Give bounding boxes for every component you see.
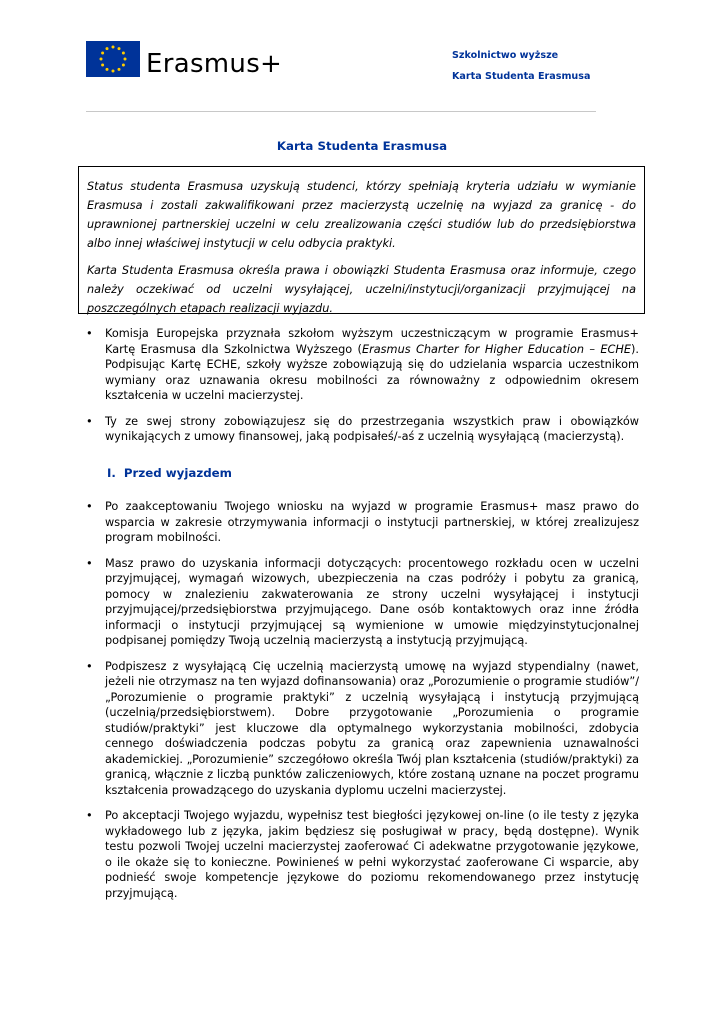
erasmus-logo bbox=[86, 41, 283, 83]
bullet-list-top bbox=[86, 326, 639, 445]
list-item-text: Masz prawo do uzyskania informacji dotyczących: procentowego rozkładu ocen w uczelni przyjmującej, wymagań wizowych, ubezpieczenia na czas podróży i pobytu za granicą, pomocy w znalezieniu zakwaterowania ze strony uczelni wysyłającej i instytucji przyjmującej/przedsiębiorstwa przyjmującego. Dane osób kontaktowych oraz inne źródła informacji o instytucji przyjmującej są wymienione w umowie międzyinstytucjonalnej podpisanej pomiędzy Twoją uczelnią macierzystą a instytucją przyjmującą. bbox=[105, 556, 639, 647]
list-item-text: Po akceptacji Twojego wyjazdu, wypełnisz test biegłości językowej on-line (o ile testy z języka wykładowego lub z języka, jakim będziesz się posługiwał w pracy, będą dostępne). Wynik testu pozwoli Twojej uczelni macierzystej zaoferować Ci adekwatne przygotowanie językowe, o ile okaże się to konieczne. Powinieneś w pełni wykorzystać zaoferowane Ci wsparcie, aby podnieść swoje kompetencje językowe do poziomu rekomendowanego przez instytucję przyjmującą. bbox=[105, 809, 639, 900]
bullet-icon: • bbox=[86, 809, 93, 822]
bullet-icon: • bbox=[86, 414, 93, 428]
intro-box bbox=[78, 166, 645, 314]
list-item bbox=[86, 808, 639, 901]
eu-flag-icon bbox=[86, 41, 140, 77]
text-run: ). Podpisując Kartę ECHE, szkoły wyższe zobowiązują się do udzielania wsparcia uczestnikom wymiany oraz uznawania okresu mobilności za równoważny z odpowiednim okresem kształcenia w uczelni macierzystej. bbox=[105, 342, 640, 402]
section-heading bbox=[107, 466, 232, 480]
list-item bbox=[86, 414, 639, 445]
logo-text: Erasmus+ bbox=[146, 49, 283, 79]
bullet-icon: • bbox=[86, 556, 93, 570]
list-item-text: Ty ze swej strony zobowiązujesz się do przestrzegania wszystkich praw i obowiązków wynikających z umowy finansowej, jaką podpisałeś/-aś z uczelnią wysyłającą (macierzystą). bbox=[105, 414, 639, 443]
list-item bbox=[86, 499, 639, 546]
emphasis-text: Erasmus Charter for Higher Education – ECHE bbox=[361, 342, 632, 356]
intro-paragraph: Karta Studenta Erasmusa określa prawa i obowiązki Studenta Erasmusa oraz informuje, czego należy oczekiwać od uczelni wysyłającej, uczelni/instytucji/organizacji przyjmującej na poszczególnych etapach realizacji wyjazdu. bbox=[87, 264, 636, 315]
text-run: Komisja Europejska przyznała szkołom wyższym uczestniczącym w programie Erasmus+ Kartę Erasmusa dla Szkolnictwa Wyższego ( bbox=[105, 327, 639, 356]
list-item bbox=[86, 326, 639, 404]
header-divider bbox=[86, 111, 596, 112]
bullet-list-section1 bbox=[86, 499, 639, 901]
section-title: Przed wyjazdem bbox=[123, 466, 232, 480]
list-item bbox=[86, 556, 639, 649]
list-item-text: Po zaakceptowaniu Twojego wniosku na wyjazd w programie Erasmus+ masz prawo do wsparcia w zakresie otrzymywania informacji o instytucji partnerskiej, w której zrealizujesz program mobilności. bbox=[105, 500, 639, 544]
bullet-icon: • bbox=[86, 500, 93, 513]
list-item-text bbox=[105, 326, 639, 404]
list-item bbox=[86, 659, 639, 799]
header-doc-name: Karta Studenta Erasmusa bbox=[452, 71, 591, 82]
intro-paragraph: Status studenta Erasmusa uzyskują studenci, którzy spełniają kryteria udziału w wymianie Erasmusa i zostali zakwalifikowani przez macierzystą uczelnię na wyjazd za granicę - do uprawnionej partnerskiej uczelni w celu zrealizowania części studiów lub do przedsiębiorstwa albo innej właściwej instytucji w celu odbycia praktyki. bbox=[87, 180, 636, 250]
section-number: I. bbox=[107, 466, 116, 480]
bullet-icon: • bbox=[86, 327, 93, 340]
bullet-icon: • bbox=[86, 659, 93, 673]
list-item-text: Podpiszesz z wysyłającą Cię uczelnią macierzystą umowę na wyjazd stypendialny (nawet, jeżeli nie otrzymasz na ten wyjazd dofinansowania) oraz „Porozumienie o programie studiów”/ „Porozumienie o programie praktyki” z uczelnią wysyłającą i instytucją przyjmującą (uczelnią/przedsiębiorstwem). Dobre przygotowanie „Porozumienia o programie studiów/praktyki” jest kluczowe dla optymalnego wykorzystania mobilności, zdobycia cennego doświadczenia podczas pobytu za granicą oraz zapewnienia uznawalności akademickiej. „Porozumienie” szczegółowo określa Twój plan kształcenia (studiów/praktyki) za granicą, włącznie z liczbą punktów zaliczeniowych, które zostaną uznane na poczet programu kształcenia prowadzącego do uzyskania dyplomu uczelni macierzystej. bbox=[105, 659, 639, 797]
document-title: Karta Studenta Erasmusa bbox=[276, 139, 448, 153]
header-sector: Szkolnictwo wyższe bbox=[452, 50, 559, 61]
